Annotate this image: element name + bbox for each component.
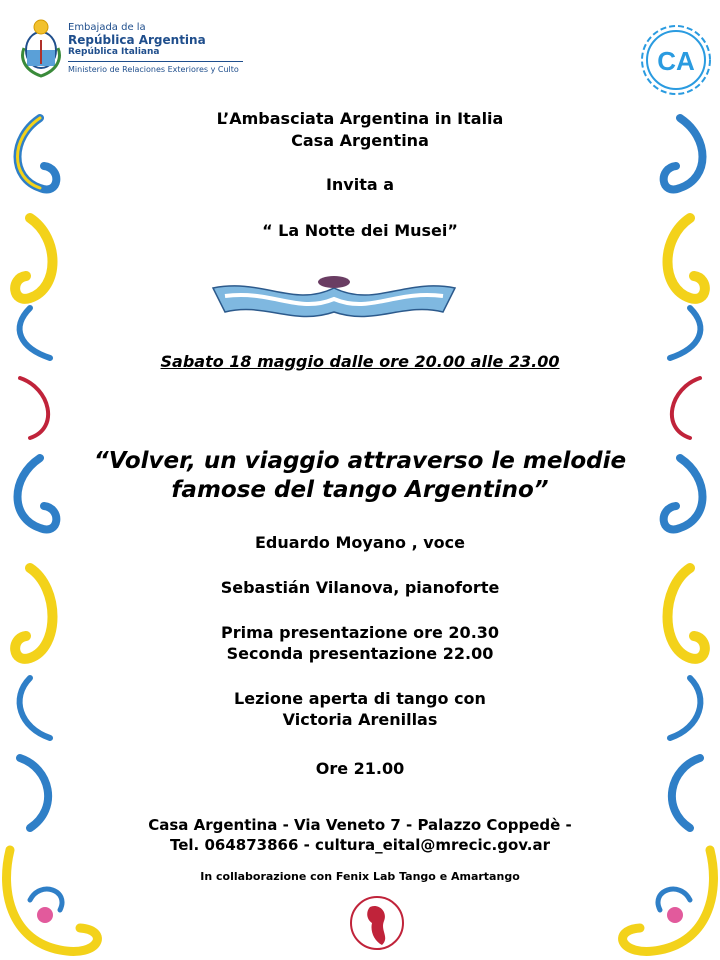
tango-emblem-icon [348, 893, 406, 953]
inviter-block [90, 108, 630, 151]
venue-line2: Tel. 064873866 - cultura_eital@mrecic.gov.ar [169, 835, 551, 854]
bottom-right-corner-ornament [600, 840, 720, 960]
right-ornament [648, 108, 720, 848]
venue-contact [60, 816, 660, 855]
performer-voice: Eduardo Moyano , voce [255, 533, 465, 552]
lesson-line1: Lezione aperta di tango con [234, 689, 486, 708]
presentations [90, 623, 630, 665]
invita-text: Invita a [325, 175, 395, 194]
embassy-line3: República Italiana [68, 47, 160, 58]
embassy-logo [20, 16, 250, 96]
embassy-line2: República Argentina [68, 32, 206, 47]
casa-argentina-logo [636, 20, 716, 100]
event-name: “ La Notte dei Musei” [262, 221, 458, 240]
ribbon-banner [203, 268, 465, 330]
embassy-line4: Ministerio de Relaciones Exteriores y Culto [68, 64, 239, 74]
venue-line1: Casa Argentina - Via Veneto 7 - Palazzo Coppedè - [148, 816, 572, 834]
collaboration-note: In collaborazione con Fenix Lab Tango e Amartango [200, 870, 520, 883]
inviter-line1: L’Ambasciata Argentina in Italia [216, 109, 504, 128]
lesson-time: Ore 21.00 [315, 759, 405, 778]
ca-logo-text: CA [657, 46, 695, 76]
embassy-line1: Embajada de la [68, 22, 146, 33]
presentation-1: Prima presentazione ore 20.30 [220, 623, 500, 642]
event-date: Sabato 18 maggio dalle ore 20.00 alle 23.00 [160, 352, 560, 371]
coat-of-arms-icon [20, 18, 62, 78]
performer-piano: Sebastián Vilanova, pianoforte [220, 578, 500, 597]
inviter-line2: Casa Argentina [291, 130, 429, 150]
event-title-line1: “Volver, un viaggio attraverso le melodie [93, 448, 627, 474]
left-ornament [0, 108, 72, 848]
event-title [90, 447, 630, 505]
tango-lesson [90, 689, 630, 731]
bottom-left-corner-ornament [0, 840, 120, 960]
presentation-2: Seconda presentazione 22.00 [226, 643, 494, 663]
event-title-line2: famose del tango Argentino” [171, 476, 549, 503]
embassy-divider [68, 61, 243, 62]
lesson-line2: Victoria Arenillas [282, 709, 438, 729]
